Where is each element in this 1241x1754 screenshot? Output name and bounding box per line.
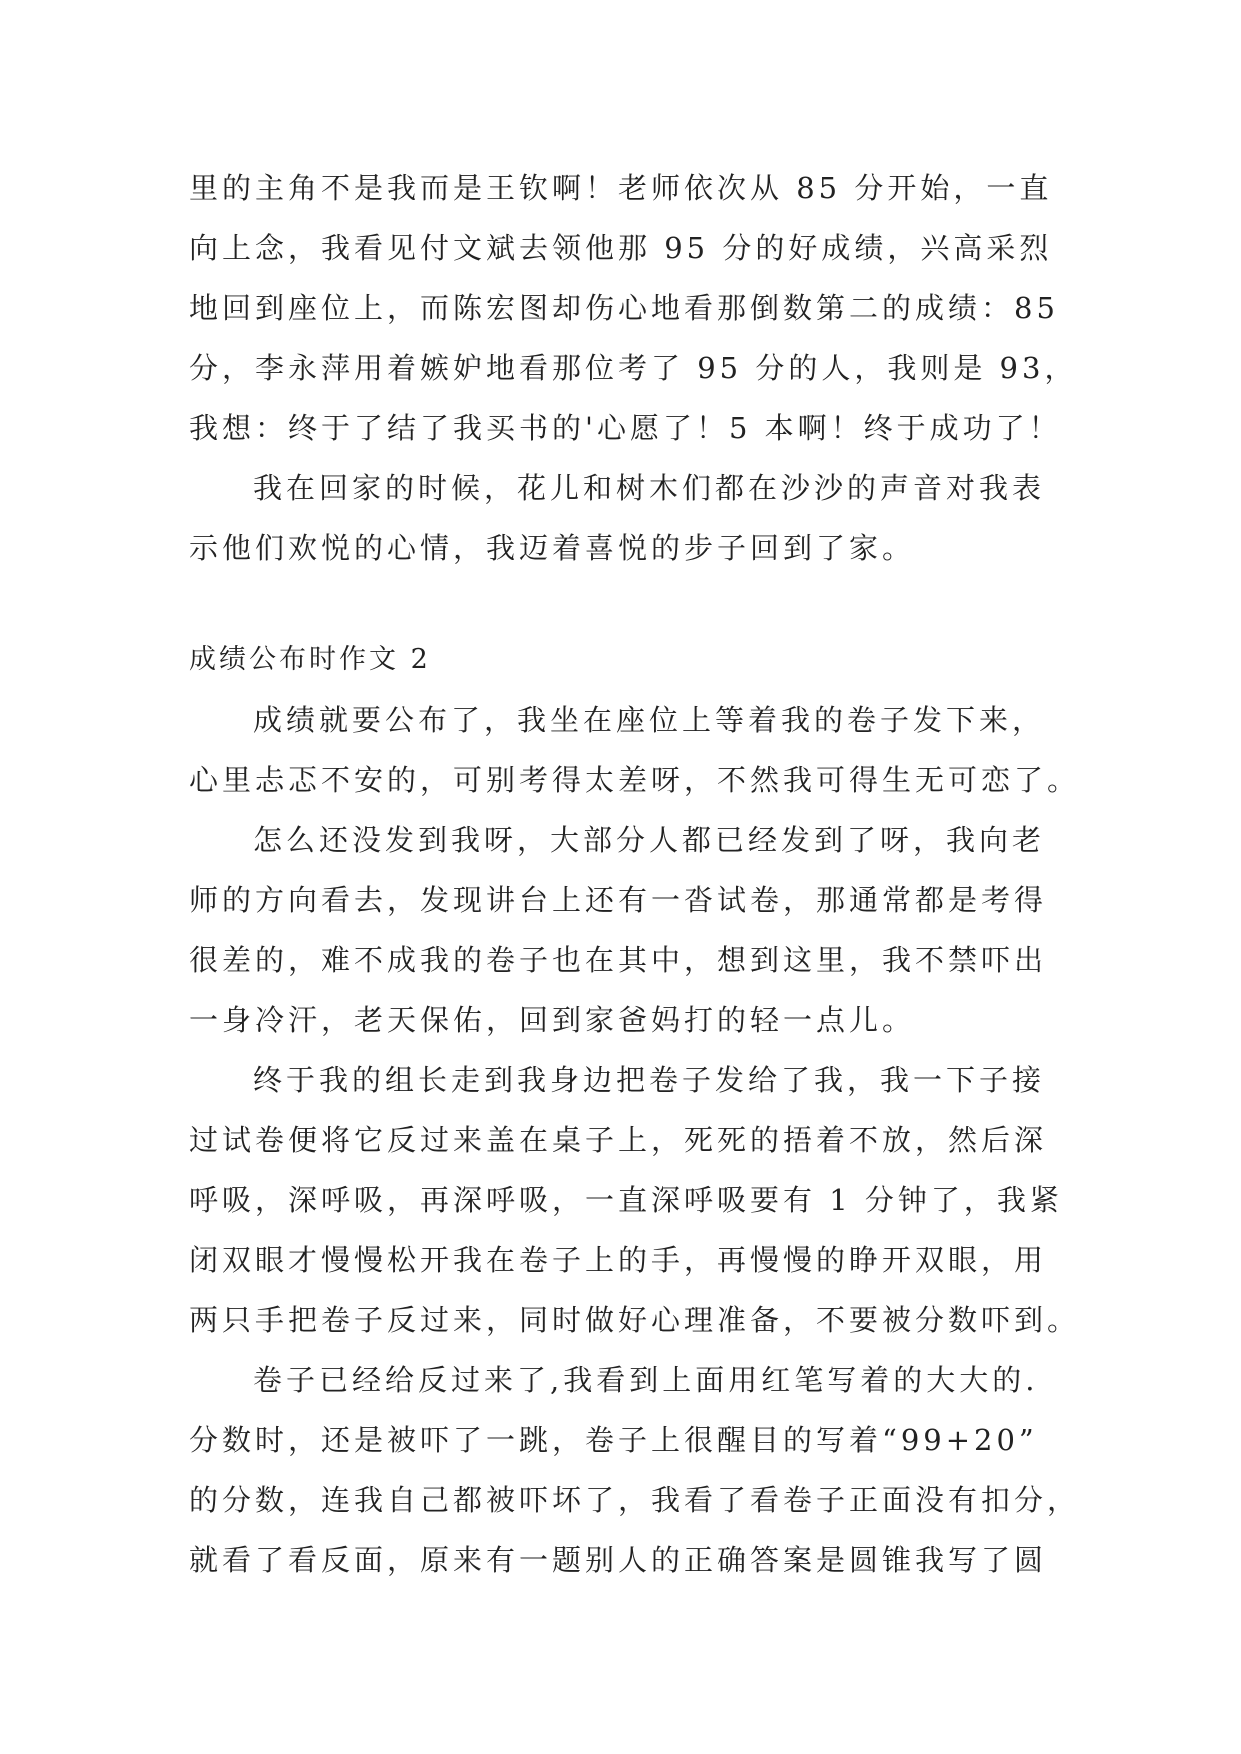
- paragraph-start-line: 终于我的组长走到我身边把卷子发给了我，我一下子接: [253, 1063, 1046, 1097]
- text-line: 地回到座位上，而陈宏图却伤心地看那倒数第二的成绩：85: [189, 291, 1059, 325]
- text-line: 很差的，难不成我的卷子也在其中，想到这里，我不禁吓出: [189, 943, 1048, 977]
- paragraph-start-line: 怎么还没发到我呀，大部分人都已经发到了呀，我向老: [253, 823, 1046, 857]
- essay-2-body: [189, 690, 1081, 1590]
- text-line: 分，李永萍用着嫉妒地看那位考了 95 分的人，我则是 93，: [189, 351, 1078, 385]
- text-line: 我想：终于了结了我买书的'心愿了！5 本啊！终于成功了！: [189, 411, 1062, 445]
- essay-1-continuation: [189, 158, 1078, 578]
- text-line: 师的方向看去，发现讲台上还有一沓试卷，那通常都是考得: [189, 883, 1048, 917]
- text-line: 心里忐忑不安的，可别考得太差呀，不然我可得生无可恋了。: [189, 763, 1081, 797]
- text-line: 就看了看反面，原来有一题别人的正确答案是圆锥我写了圆: [189, 1543, 1048, 1577]
- text-line: 向上念，我看见付文斌去领他那 95 分的好成绩，兴高采烈: [189, 231, 1053, 265]
- paragraph-start-line: 卷子已经给反过来了,我看到上面用红笔写着的大大的.: [253, 1363, 1039, 1397]
- essay-2-title: 成绩公布时作文 2: [189, 644, 431, 675]
- text-line: 分数时，还是被吓了一跳，卷子上很醒目的写着“99+20”: [189, 1423, 1038, 1457]
- text-line: 的分数，连我自己都被吓坏了，我看了看卷子正面没有扣分，: [189, 1483, 1081, 1517]
- paragraph-start-line: 成绩就要公布了，我坐在座位上等着我的卷子发下来，: [253, 703, 1046, 737]
- text-line: 一身冷汗，老天保佑，回到家爸妈打的轻一点儿。: [189, 1003, 916, 1037]
- text-line: 呼吸，深呼吸，再深呼吸，一直深呼吸要有 1 分钟了，我紧: [189, 1183, 1063, 1217]
- text-line: 过试卷便将它反过来盖在桌子上，死死的捂着不放，然后深: [189, 1123, 1048, 1157]
- text-line: 两只手把卷子反过来，同时做好心理准备，不要被分数吓到。: [189, 1303, 1081, 1337]
- document-body: [189, 158, 1081, 1590]
- text-line: 里的主角不是我而是王钦啊！老师依次从 85 分开始，一直: [189, 171, 1053, 205]
- text-line: 示他们欢悦的心情，我迈着喜悦的步子回到了家。: [189, 531, 916, 565]
- paragraph-start-line: 我在回家的时候，花儿和树木们都在沙沙的声音对我表: [253, 471, 1046, 505]
- text-line: 闭双眼才慢慢松开我在卷子上的手，再慢慢的睁开双眼，用: [189, 1243, 1048, 1277]
